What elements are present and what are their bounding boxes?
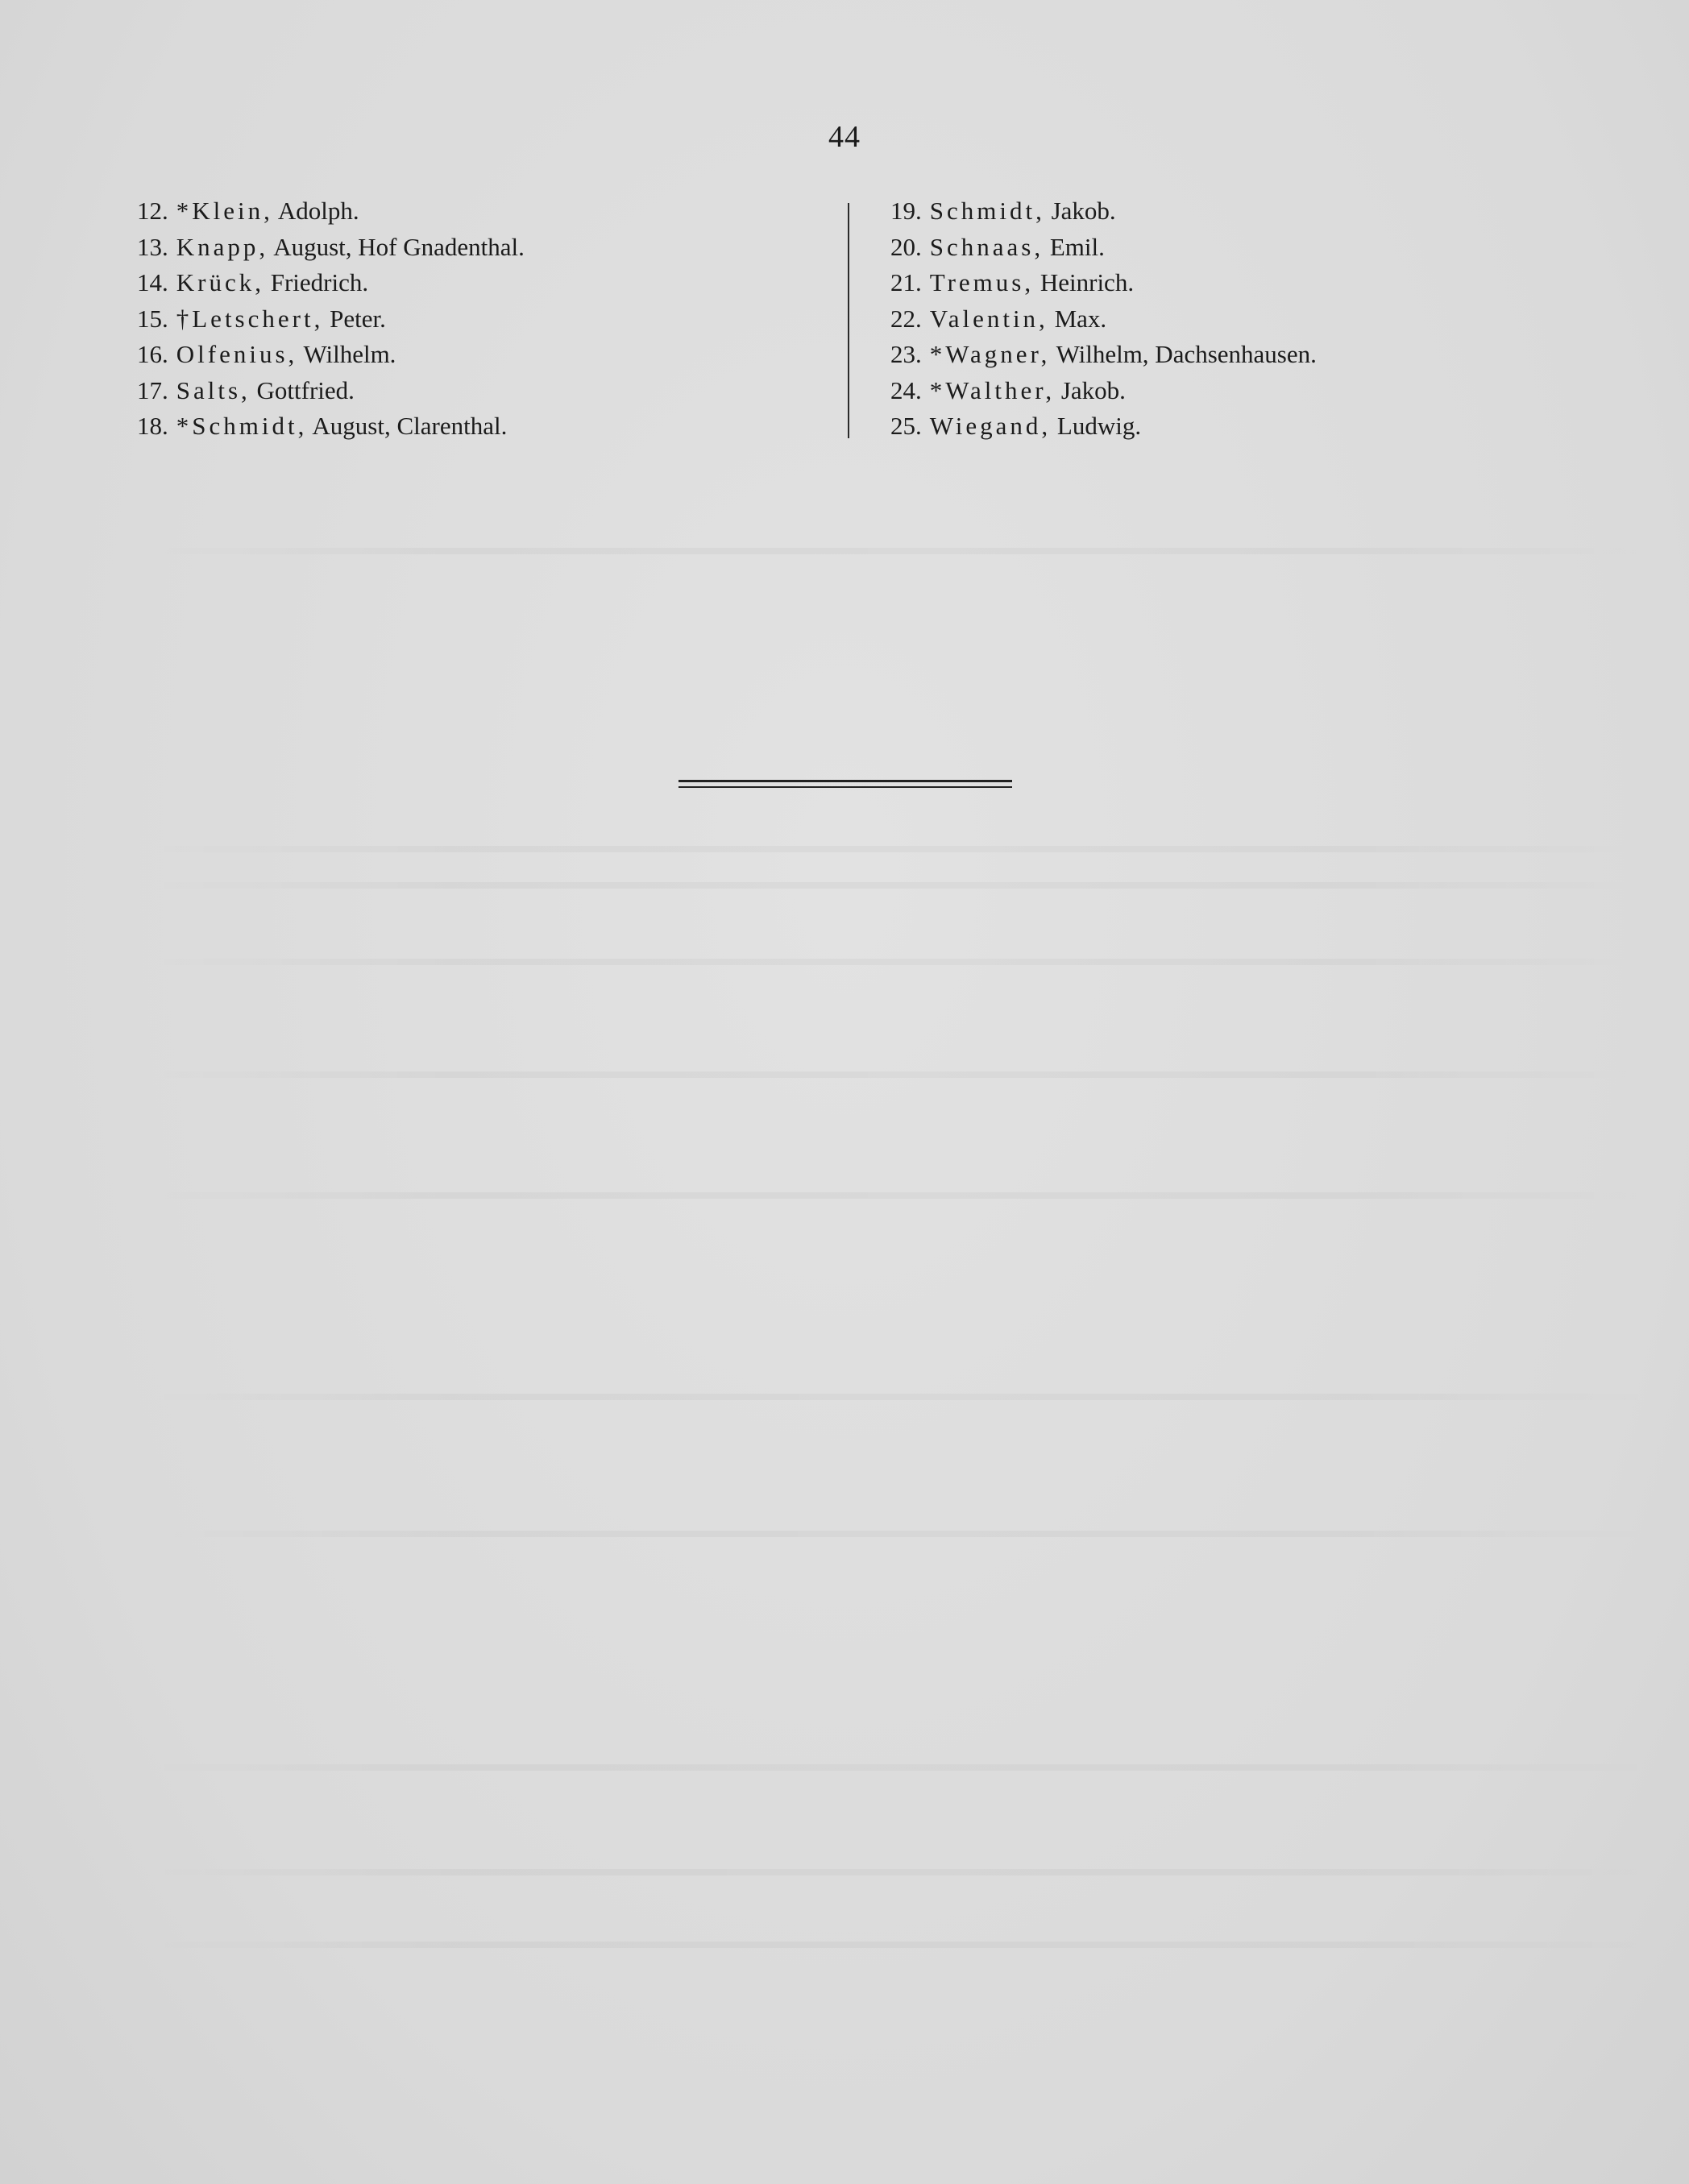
show-through-line bbox=[145, 882, 1660, 889]
entry-details: Wilhelm, Dachsenhausen. bbox=[1050, 340, 1317, 368]
list-item bbox=[890, 408, 1616, 445]
entry-details: Wilhelm. bbox=[297, 340, 396, 368]
entry-details: Max. bbox=[1048, 304, 1107, 333]
entry-number: 14. bbox=[137, 268, 168, 296]
entry-surname: *Wagner, bbox=[929, 340, 1051, 368]
entry-number: 21. bbox=[890, 268, 922, 296]
entry-number: 17. bbox=[137, 375, 168, 404]
entry-number: 18. bbox=[137, 412, 168, 440]
entry-number: 25. bbox=[890, 412, 922, 440]
list-item bbox=[890, 373, 1616, 409]
entry-number: 12. bbox=[137, 197, 168, 225]
entry-surname: *Walther, bbox=[929, 375, 1056, 404]
entry-details: August, Hof Gnadenthal. bbox=[268, 232, 525, 261]
entry-number: 22. bbox=[890, 304, 922, 333]
page-number: 44 bbox=[828, 120, 861, 154]
double-rule-bottom bbox=[679, 786, 1012, 788]
entry-number: 13. bbox=[137, 232, 168, 261]
entry-number: 19. bbox=[890, 197, 922, 225]
show-through-line bbox=[145, 548, 1660, 554]
entry-details: Peter. bbox=[323, 304, 386, 333]
entry-surname: *Schmidt, bbox=[176, 412, 308, 440]
list-item bbox=[137, 265, 830, 301]
list-item bbox=[890, 230, 1616, 266]
list-item bbox=[137, 408, 830, 445]
entry-surname: Schnaas, bbox=[929, 232, 1044, 261]
entry-details: Heinrich. bbox=[1034, 268, 1135, 296]
left-column bbox=[137, 193, 830, 445]
list-item bbox=[890, 301, 1616, 338]
show-through-line bbox=[145, 1942, 1660, 1948]
show-through-line bbox=[145, 1192, 1660, 1199]
entry-details: Jakob. bbox=[1044, 197, 1116, 225]
entry-surname: Tremus, bbox=[929, 268, 1035, 296]
entry-number: 20. bbox=[890, 232, 922, 261]
list-item bbox=[137, 337, 830, 373]
entry-surname: Salts, bbox=[176, 375, 251, 404]
entry-number: 23. bbox=[890, 340, 922, 368]
right-column bbox=[890, 193, 1616, 445]
list-item bbox=[890, 265, 1616, 301]
entry-details: Adolph. bbox=[272, 197, 359, 225]
show-through-line bbox=[145, 1531, 1660, 1537]
show-through-line bbox=[145, 1869, 1660, 1875]
entry-details: Friedrich. bbox=[264, 268, 369, 296]
show-through-line bbox=[145, 1394, 1660, 1400]
entry-surname: †Letschert, bbox=[176, 304, 324, 333]
list-item bbox=[137, 373, 830, 409]
entry-number: 15. bbox=[137, 304, 168, 333]
entry-details: Jakob. bbox=[1055, 375, 1126, 404]
list-item bbox=[137, 193, 830, 230]
show-through-line bbox=[145, 959, 1660, 965]
entry-details: Emil. bbox=[1044, 232, 1105, 261]
list-item bbox=[137, 230, 830, 266]
show-through-line bbox=[145, 1071, 1660, 1078]
entry-surname: Valentin, bbox=[929, 304, 1048, 333]
show-through-line bbox=[145, 846, 1660, 852]
list-item bbox=[890, 193, 1616, 230]
entry-surname: *Klein, bbox=[176, 197, 273, 225]
entry-surname: Olfenius, bbox=[176, 340, 298, 368]
entry-details: August, Clarenthal. bbox=[307, 412, 508, 440]
entry-number: 16. bbox=[137, 340, 168, 368]
entry-surname: Krück, bbox=[176, 268, 264, 296]
entry-surname: Schmidt, bbox=[929, 197, 1045, 225]
column-divider bbox=[848, 203, 849, 438]
list-item bbox=[890, 337, 1616, 373]
entry-surname: Wiegand, bbox=[929, 412, 1052, 440]
show-through-line bbox=[145, 1764, 1660, 1771]
entry-surname: Knapp, bbox=[176, 232, 269, 261]
entry-number: 24. bbox=[890, 375, 922, 404]
double-rule-top bbox=[679, 780, 1012, 782]
list-item bbox=[137, 301, 830, 338]
entry-details: Ludwig. bbox=[1051, 412, 1142, 440]
entry-details: Gottfried. bbox=[250, 375, 355, 404]
